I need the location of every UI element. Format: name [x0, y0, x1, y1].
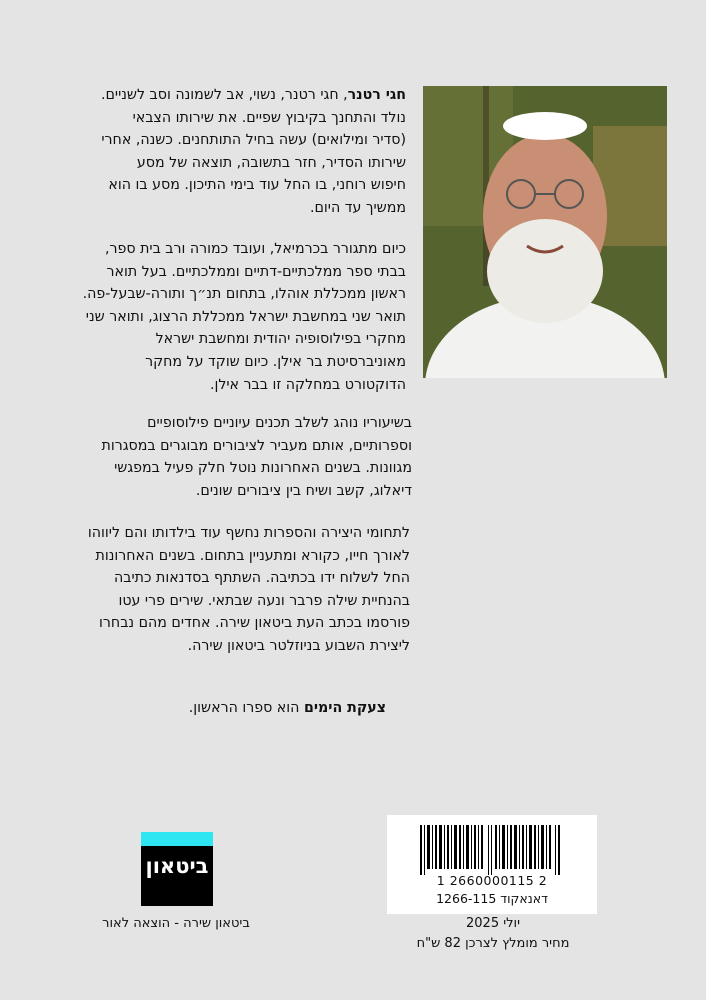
logo-accent-bar	[141, 832, 213, 846]
bio-paragraph-3: בשיעוריו נוהג לשלב תכנים עיוניים פילוסופיים וספרותיים, אותם מעביר לציבורים מבוגרים במסגרות מגוונות. בשנים האחרונות נוטל חלק פעיל במפגשי דיאלוג, קשב ושיח בין ציבורים שונים.	[101, 415, 412, 499]
author-name: חגי רטנר	[347, 87, 406, 103]
book-title: צעקת הימים	[303, 700, 386, 716]
bio-paragraph-1	[100, 84, 406, 220]
publisher-line: ביטאון שירה - הוצאה לאור	[102, 916, 250, 931]
bio-paragraph-2: כיום מתגורר בכרמיאל, ועובד כמורה ורב בית ספר, בבתי ספר ממלכתיים-דתיים וממלכתיים. בעל תואר ראשון ממכללת אוהלו, בתחום תנ״ך ותורה-שבעל-פה. תואר שני במחשבת ישראל ממכללת הרצוג, ותואר שני מחקרי בפילוסופיה יהודית ומחשבת ישראל מאוניברסיטת בר אילן. כיום שוקד על מחקר הדוקטורט במחלקה זו בבר אילן.	[82, 241, 406, 393]
price: מחיר מומלץ לצרכן 82 ש"ח	[416, 936, 570, 951]
bio-paragraph-1-text: , חגי רטנר, נשוי, אב לשמונה וסב לשניים. נולד והתחנך בקיבוץ שפיים. את שירותו הצבאי (סדיר ומילואים) עשה בחיל התותחנים. כשנה, אחרי שירותו הסדיר, חזר בתשובה, תוצאה של מסע חיפוש רוחני, בו החל עוד בימי התיכון. מסע בו הוא ממשיך עד היום.	[100, 87, 406, 216]
barcode	[387, 815, 597, 914]
bio-paragraph-5-text: הוא ספרו הראשון.	[188, 700, 304, 716]
publication-date: יולי 2025	[466, 916, 520, 931]
barcode-bars	[387, 815, 597, 875]
publisher-logo	[141, 832, 213, 906]
author-photo	[423, 86, 667, 378]
barcode-number: 1 2660000115 2	[436, 873, 548, 888]
logo-text: ביטאון	[145, 854, 209, 878]
bio-paragraph-4: לתחומי היצירה והספרות נחשף עוד בילדותו והם ליווהו לאורך חייו, כקורא ומתעניין בתחום. בשנים האחרונות החל לשלוח ידו בכתיבה. השתתף בסדנאות כתיבה בהנחיית שילה פרבר ונעה שבתאי. שירים פרי עטו פורסמו בכתב העת ביטאון שירה. אחדים מהם נבחרו ליצירת השבוע בניוזלטר ביטאון שירה.	[87, 525, 410, 654]
bio-paragraph-5	[82, 697, 386, 720]
barcode-caption: דאנאקוד 1266-115	[436, 891, 548, 906]
